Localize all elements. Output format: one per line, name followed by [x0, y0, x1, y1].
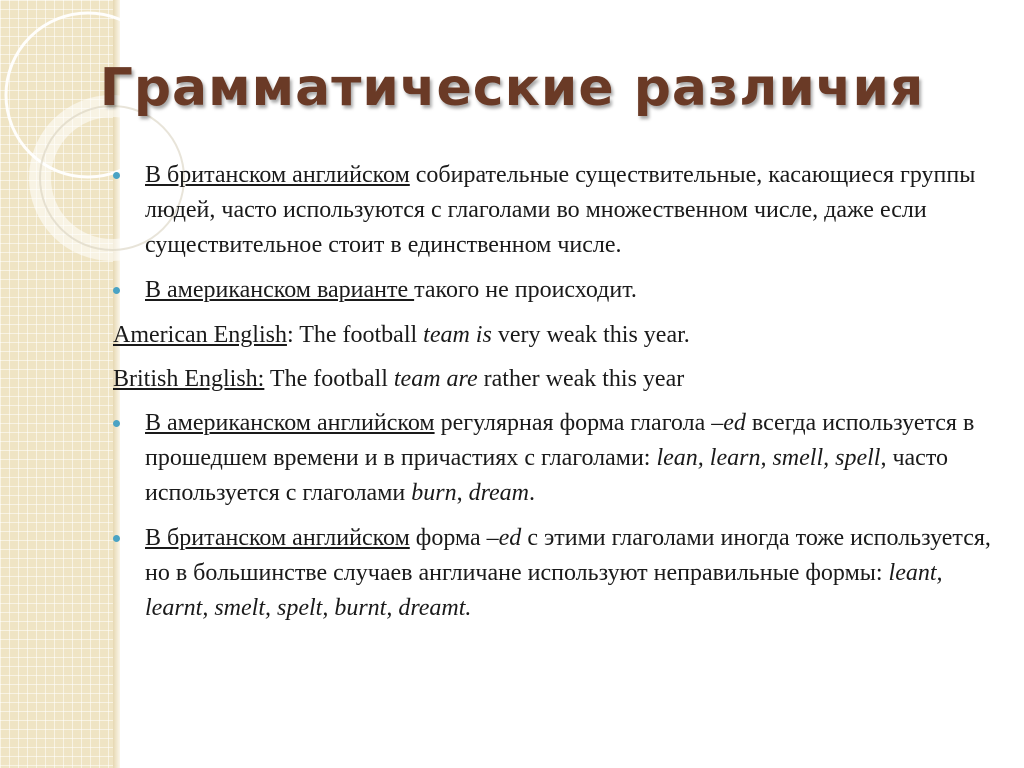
bullet-text: собирательные существительные, касающиеся группы людей, часто используются с глаголами во множественном числе, даже если существительное стоит в единственном числе. [145, 162, 976, 258]
suffix-ed: ed [498, 525, 522, 551]
bullet-text: . [529, 480, 536, 506]
bullet-text: с этими глаголами иногда тоже используется, но в большинстве случаев англичане используют неправильные формы: [145, 525, 991, 586]
irregular-forms-list: leant, learnt, smelt, spelt, burnt, dreamt. [145, 560, 943, 621]
example-text: : The football [286, 322, 424, 348]
example-american-english [113, 318, 993, 353]
example-text: rather weak this year [477, 366, 685, 392]
suffix-ed: ed [723, 410, 746, 436]
bullet-text: всегда используется в прошедшем времени и в причастиях с глаголами: [145, 410, 975, 471]
bullet-american-variant [113, 273, 993, 308]
example-text: very weak this year. [491, 322, 690, 348]
underlined-lead: В американском варианте [145, 277, 415, 303]
example-british-english [113, 362, 993, 397]
verb-dream: dream [468, 480, 530, 506]
underlined-lead: В британском английском [145, 525, 410, 551]
underlined-lead: В британском английском [145, 162, 410, 188]
example-emphasis: team are [393, 366, 478, 392]
bullet-text: регулярная форма глагола – [434, 410, 724, 436]
example-emphasis: team is [423, 322, 492, 348]
bullet-icon [113, 287, 120, 294]
bullet-icon [113, 535, 120, 542]
bullet-british-irregular-forms [113, 521, 993, 626]
bullet-british-collective [113, 158, 993, 263]
bullet-icon [113, 172, 120, 179]
bullet-text: , [456, 480, 469, 506]
slide-body [113, 158, 993, 636]
verb-burn: burn [411, 480, 457, 506]
slide-title: Грамматические различия [99, 58, 925, 118]
verb-list: lean, learn, smell, spell [656, 445, 881, 471]
bullet-text: , часто используется с глаголами [145, 445, 948, 506]
bullet-text: форма – [409, 525, 499, 551]
example-label: British English: [113, 366, 265, 392]
bullet-icon [113, 420, 120, 427]
example-text: The football [264, 366, 394, 392]
underlined-lead: В американском английском [145, 410, 435, 436]
bullet-american-ed-form [113, 406, 993, 511]
bullet-text: такого не происходит. [414, 277, 637, 303]
example-label: American English [113, 322, 287, 348]
